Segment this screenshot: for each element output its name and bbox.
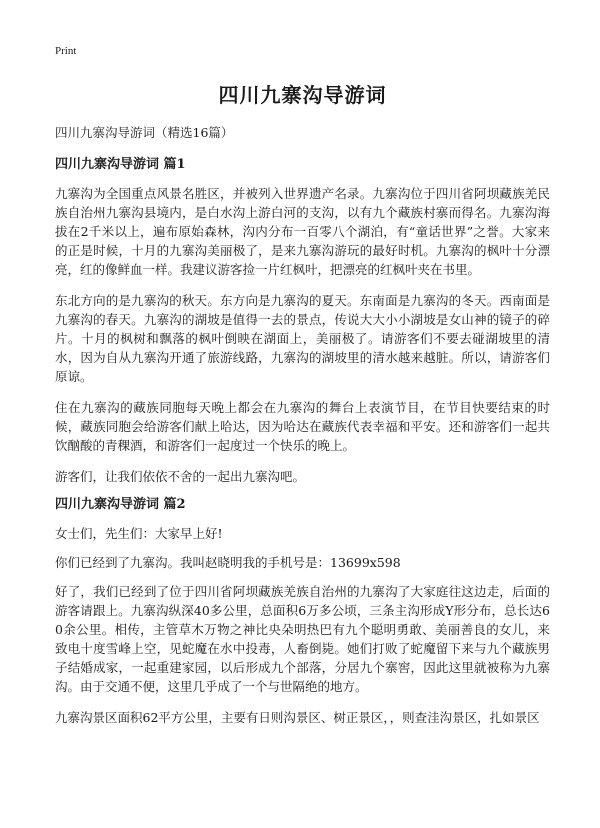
paragraph: 游客们，让我们依依不舍的一起出九寨沟吧。 [55, 469, 306, 484]
paragraph: 九寨沟景区面积62平方公里，主要有日则沟景区、树正景区，，则查洼沟景区，扎如景区 [55, 710, 540, 725]
document-subtitle: 四川九寨沟导游词（精选16篇） [55, 125, 234, 140]
document-title: 四川九寨沟导游词 [218, 83, 387, 107]
print-link[interactable]: Print [55, 45, 77, 57]
paragraph: 好了，我们已经到了位于四川省阿坝藏族羌族自治州的九寨沟了大家庭往这边走，后面的游客请跟上。九寨沟纵深40多公里，总面积6万多公顷，三条主沟形成Y形分布，总长达60余公里。相传，主管草木万物之神比央朵明热巴有九个聪明勇敢、美丽善良的女儿，来致电十度雪峰上空，见蛇魔在水中投毒，人畜倒毙。她们打败了蛇魔留下来与九个藏族男子结婚成家，一起重建家园，以后形成九个部落，分居九个寨窖，因此这里就被称为九寨沟。由于交通不便，这里几乎成了一个与世隔绝的地方。 [55, 584, 550, 694]
paragraph: 你们已经到了九寨沟。我叫赵晓明我的手机号是：13699x598 [55, 555, 401, 570]
section-2 [55, 496, 550, 727]
section-1 [55, 156, 550, 486]
paragraph: 住在九寨沟的藏族同胞每天晚上都会在九寨沟的舞台上表演节目，在节目快要结束的时候，藏族同胞会给游客们献上哈达，因为哈达在藏族代表幸福和平安。还和游客们一起共饮酗酸的青稞酒，和游客们一起度过一个快乐的晚上。 [55, 400, 550, 453]
section-heading: 四川九寨沟导游词 篇2 [55, 497, 186, 512]
paragraph: 九寨沟为全国重点风景名胜区，并被列入世界遗产名录。九寨沟位于四川省阿坝藏族羌民族自治州九寨沟县境内，是白水沟上游白河的支沟，以有九个藏族村寨而得名。九寨沟海拔在2千米以上，遍布原始森林，沟内分布一百零八个湖泊，有“童话世界”之誉。大家来的正是时候，十月的九寨沟美丽极了，是来九寨沟游玩的最好时机。九寨沟的枫叶十分漂亮，红的像鲜血一样。我建议游客捡一片红枫叶，把漂亮的红枫叶夹在书里。 [55, 186, 550, 277]
section-heading: 四川九寨沟导游词 篇1 [55, 157, 186, 172]
paragraph: 东北方向的是九寨沟的秋天。东方向是九寨沟的夏天。东南面是九寨沟的冬天。西南面是九寨沟的春天。九寨沟的湖坡是值得一去的景点，传说大大小小湖坡是女山神的镜子的碎片。十月的枫树和飘落的枫叶倒映在湖面上，美丽极了。请游客们不要去碰湖坡里的清水，因为自从九寨沟开通了旅游线路，九寨沟的湖坡里的清水越来越脏。所以，请游客们原谅。 [55, 293, 550, 384]
paragraph: 女士们，先生们：大家早上好! [55, 526, 223, 541]
